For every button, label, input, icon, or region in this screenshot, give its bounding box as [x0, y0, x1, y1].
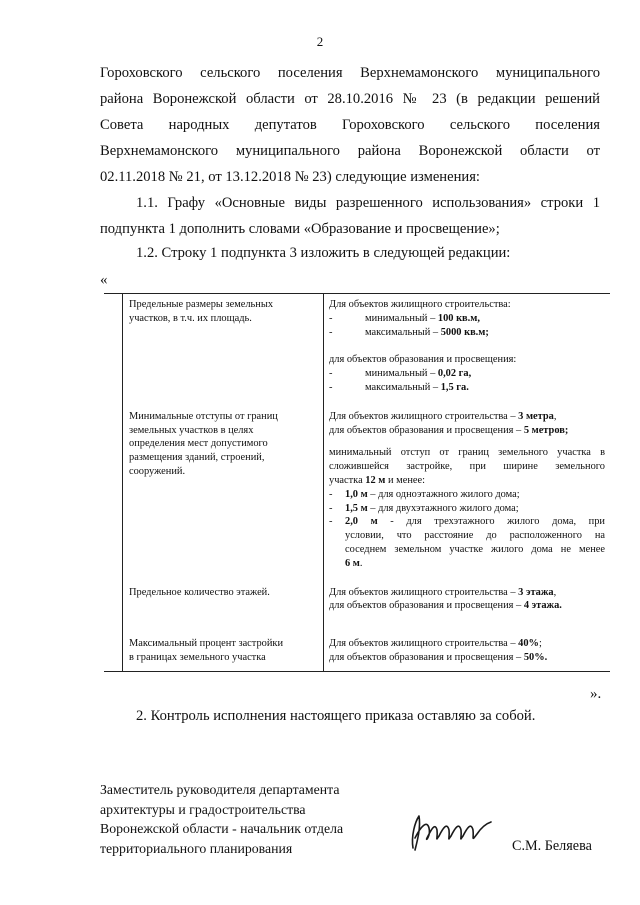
table-cell-empty: [104, 395, 123, 571]
quote-close: ».: [590, 686, 602, 702]
table-cell-label: Минимальные отступы от границ земельных участков в целях определения мест допустимого размещения зданий, строений, сооружений.: [123, 395, 324, 571]
text-line: территориального планирования: [100, 840, 293, 856]
table-row: [104, 571, 610, 614]
text-line: подпункта 1 дополнить словами «Образование и просвещение»;: [100, 221, 500, 237]
table-cell-value: Для объектов жилищного строительства – 3 метра, для объектов образования и просвещения – 5 метров; минимальный отступ от границ земельного участка в сложившейся застройке, при ширине земельного участка 12 м и менее: - 1,0 м – для одноэтажного жилого дома; - 1,5 м – для двухэтажного жилого дома; - 2,0 м - для трехэтажного жилого дома, при условии, что расстояние до расположенного на соседнем земельном участке жилого дома не менее 6 м.: [324, 395, 611, 571]
table-cell-empty: [104, 613, 123, 671]
table-cell-value: Для объектов жилищного строительства: - минимальный – 100 кв.м, - максимальный – 5000 кв.м; для объектов образования и просвещения: - минимальный – 0,02 га, - максимальный – 1,5 га.: [324, 294, 611, 395]
table-cell-value: Для объектов жилищного строительства – 40%; для объектов образования и просвещения – 50%.: [324, 613, 611, 671]
intro-paragraph: [100, 60, 600, 190]
text-line: Гороховского сельского поселения Верхнемамонского муниципального: [100, 65, 600, 81]
signatory-name: С.М. Беляева: [512, 838, 592, 854]
table-cell-empty: [104, 294, 123, 395]
text-line: 02.11.2018 № 21, от 13.12.2018 № 23) следующие изменения:: [100, 169, 480, 185]
text-line: Воронежской области - начальник отдела: [100, 821, 344, 837]
land-use-table: [104, 293, 610, 672]
item-1-2: 1.2. Строку 1 подпункта 3 изложить в следующей редакции:: [136, 245, 511, 261]
table-row: [104, 294, 610, 395]
text-line: архитектуры и градостроительства: [100, 801, 306, 817]
table-row: [104, 613, 610, 671]
text-line: Совета народных депутатов Гороховского сельского поселения: [100, 117, 600, 133]
table-row: [104, 395, 610, 571]
text-line: 1.1. Графу «Основные виды разрешенного использования» строки 1: [136, 195, 600, 211]
table-cell-empty: [104, 571, 123, 614]
page-number: 2: [316, 34, 324, 49]
table-cell-label: Максимальный процент застройки в границах земельного участка: [123, 613, 324, 671]
handwritten-signature: [405, 808, 497, 856]
table-cell-label: Предельное количество этажей.: [123, 571, 324, 614]
item-1-1: [100, 190, 600, 242]
item-2: 2. Контроль исполнения настоящего приказа оставляю за собой.: [136, 708, 536, 724]
table-cell-value: Для объектов жилищного строительства – 3 этажа, для объектов образования и просвещения – 4 этажа.: [329, 586, 562, 612]
text-line: Заместитель руководителя департамента: [100, 782, 340, 797]
text-line: района Воронежской области от 28.10.2016 № 23 (в редакции решений: [100, 91, 600, 107]
signature-position: [100, 780, 343, 858]
table-cell-label: Предельные размеры земельных участков, в т.ч. их площадь.: [123, 294, 324, 395]
quote-open: «: [100, 272, 108, 288]
text-line: Верхнемамонского муниципального района Воронежской области от: [100, 143, 600, 159]
